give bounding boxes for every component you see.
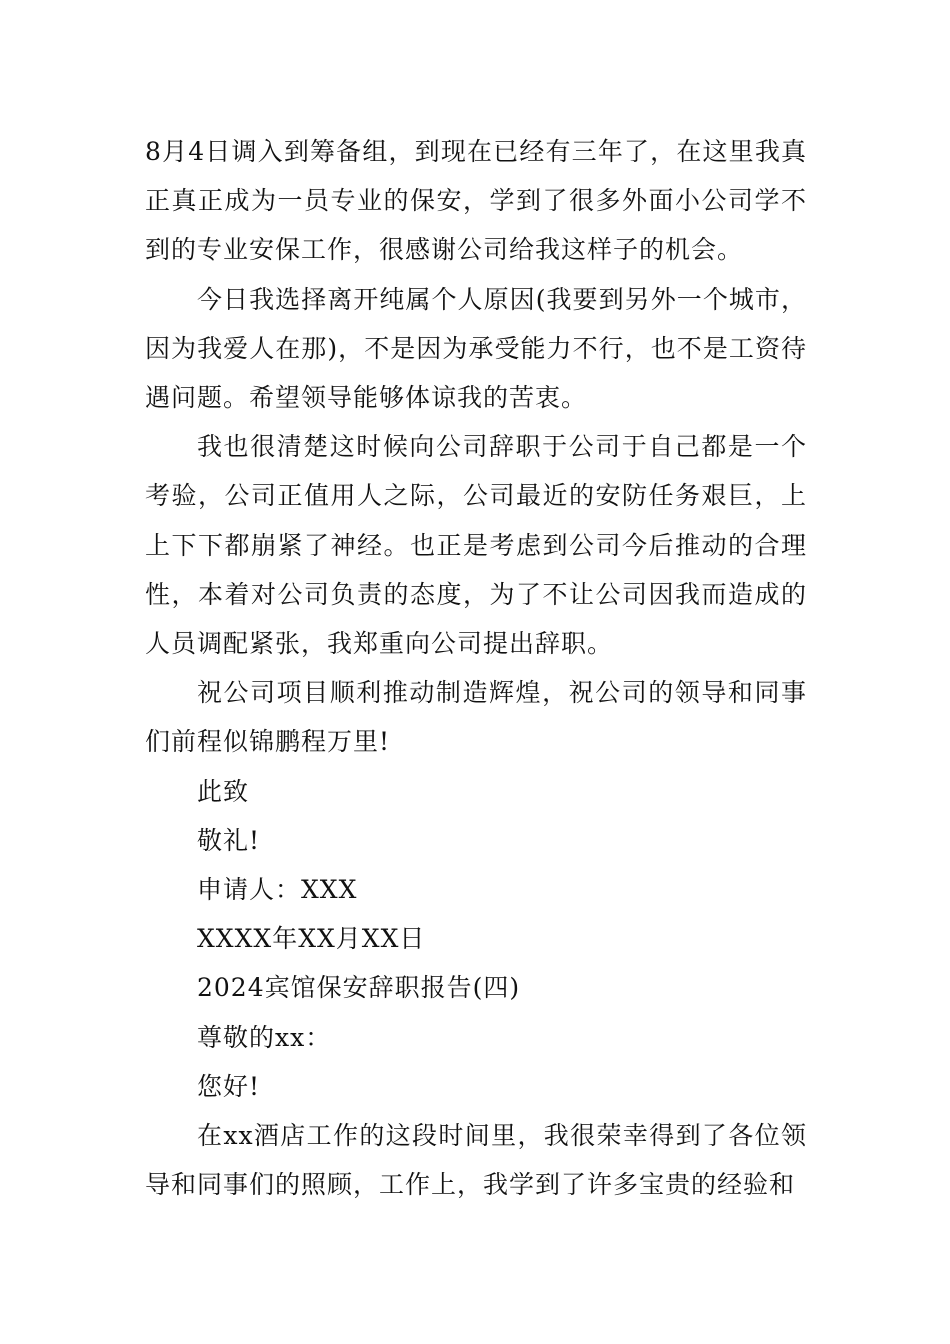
date-line: XXXX年XX月XX日 <box>197 924 426 954</box>
document-body <box>145 127 807 1209</box>
paragraph-consideration: 我也很清楚这时候向公司辞职于公司于自己都是一个考验，公司正值用人之际，公司最近的安防任务艰巨，上上下下都崩紧了神经。也正是考虑到公司今后推动的合理性，本着对公司负责的态度，为了不让公司因我而造成的人员调配紧张，我郑重向公司提出辞职。 <box>145 432 807 659</box>
greeting-line: 尊敬的xx： <box>197 1022 332 1052</box>
closing-regards: 敬礼! <box>197 825 261 855</box>
applicant-line: 申请人：XXX <box>197 875 358 905</box>
closing-salutation: 此致 <box>197 776 250 806</box>
paragraph-reason: 今日我选择离开纯属个人原因(我要到另外一个城市，因为我爱人在那)，不是因为承受能力不行，也不是工资待遇问题。希望领导能够体谅我的苦衷。 <box>145 284 807 413</box>
section-title: 2024宾馆保安辞职报告(四) <box>197 973 521 1003</box>
hello-line: 您好! <box>197 1071 261 1101</box>
paragraph-continuation: 8月4日调入到筹备组，到现在已经有三年了，在这里我真正真正成为一员专业的保安，学到了很多外面小公司学不到的专业安保工作，很感谢公司给我这样子的机会。 <box>145 137 807 265</box>
paragraph-intro: 在xx酒店工作的这段时间里，我很荣幸得到了各位领导和同事们的照顾，工作上，我学到了许多宝贵的经验和 <box>145 1121 807 1200</box>
paragraph-wishes: 祝公司项目顺利推动制造辉煌，祝公司的领导和同事们前程似锦鹏程万里! <box>145 678 807 757</box>
